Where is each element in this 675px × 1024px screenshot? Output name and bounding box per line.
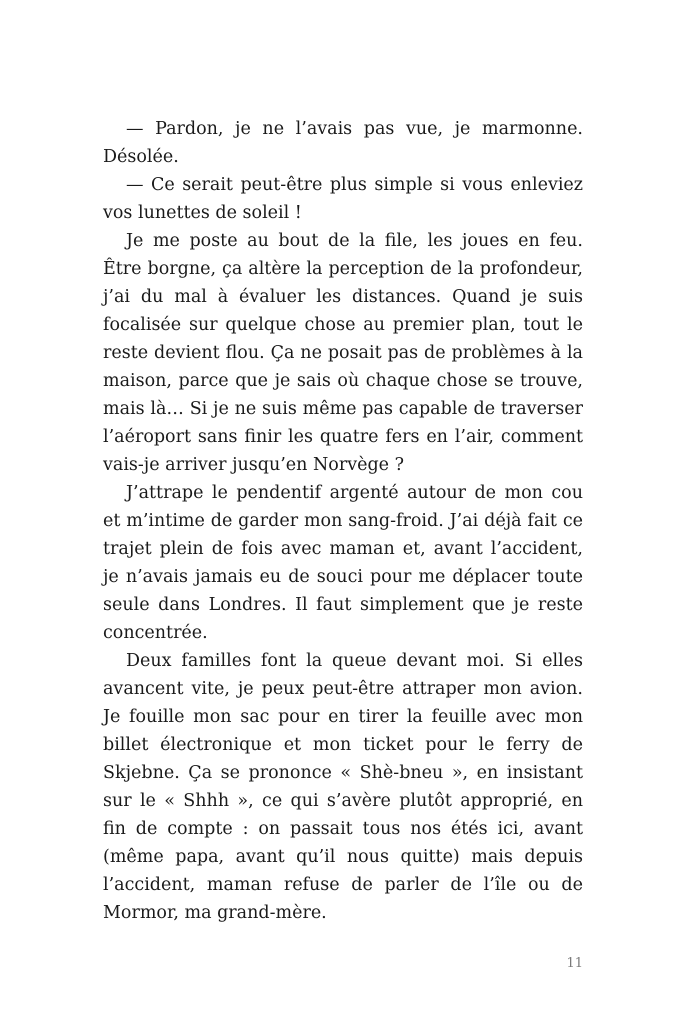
paragraph-3: Je me poste au bout de la file, les joues en feu. Être borgne, ça altère la perception de la profondeur, j’ai du mal à évaluer les distances. Quand je suis focalisée sur quelque chose au premier plan, tout le reste devient flou. Ça ne posait pas de problèmes à la maison, parce que je sais où chaque chose se trouve, mais là… Si je ne suis même pas capable de traverser l’aéroport sans finir les quatre fers en l’air, comment vais-je arriver jusqu’en Norvège ? (103, 231, 583, 475)
paragraph-4: J’attrape le pendentif argenté autour de mon cou et m’intime de garder mon sang-froid. J’ai déjà fait ce trajet plein de fois avec maman et, avant l’accident, je n’avais jamais eu de souci pour me déplacer toute seule dans Londres. Il faut simplement que je reste concentrée. (103, 483, 583, 643)
paragraph-1: — Pardon, je ne l’avais pas vue, je marmonne. Désolée. (103, 119, 583, 167)
paragraph-2: — Ce serait peut-être plus simple si vous enleviez vos lunettes de soleil ! (103, 175, 583, 223)
page-number: 11 (566, 956, 583, 971)
body-text (103, 115, 583, 927)
paragraph-5: Deux familles font la queue devant moi. Si elles avancent vite, je peux peut-être attraper mon avion. Je fouille mon sac pour en tirer la feuille avec mon billet électronique et mon ticket pour le ferry de Skjebne. Ça se prononce « Shè-bneu », en insistant sur le « Shhh », ce qui s’avère plutôt approprié, en fin de compte : on passait tous nos étés ici, avant (même papa, avant qu’il nous quitte) mais depuis l’accident, maman refuse de parler de l’île ou de Mormor, ma grand-mère. (103, 651, 583, 923)
